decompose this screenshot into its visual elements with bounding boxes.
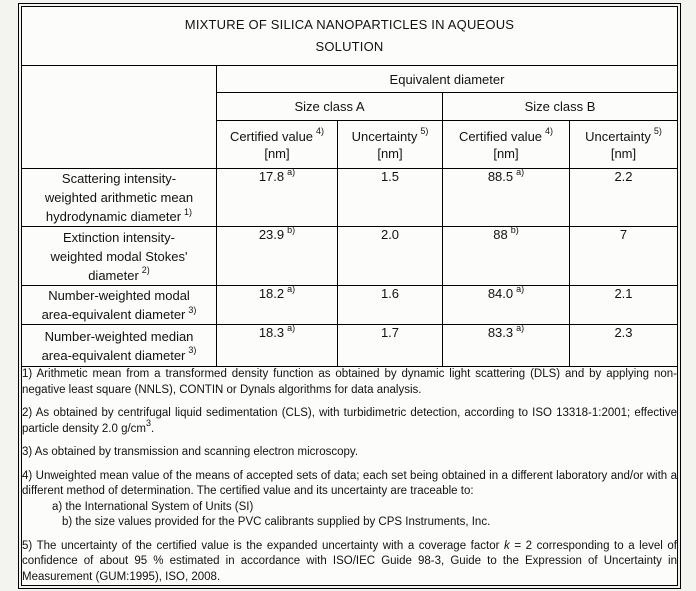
uncertainty-label: Uncertainty [351,128,418,144]
certified-value-b-cell: 83.3 $^{a)}$ [443,325,570,367]
note-ref-a: a) [516,283,525,294]
header-size-class-b: Size class B [443,93,678,121]
header-uncertainty-b [570,121,678,169]
footnote-ref-2: 2) [141,265,150,276]
certified-value-a-cell: 18.2 $^{a)}$ [217,286,338,325]
uncertainty-b-cell: 2.2 [570,169,678,227]
row-label: Scattering intensity- weighted arithmetic mean hydrodynamic diameter $^{1)}$ [22,169,217,227]
uncertainty-a-cell: 1.6 [338,286,443,325]
unit-label: [nm] [493,145,519,161]
certified-value-b-cell: 88 $^{b)}$ [443,227,570,286]
note-ref-a: a) [287,322,296,333]
certified-value-a-cell: 17.8 $^{a)}$ [217,169,338,227]
unit-label: [nm] [610,145,637,161]
certified-value-b-cell: 84.0 $^{a)}$ [443,286,570,325]
footnote-4b: b) the size values provided for the PVC calibrants supplied by CPS Instruments, Inc. [62,516,491,528]
page-title-line-2: SOLUTION [315,39,384,54]
corner-empty-cell [22,66,217,169]
table-row-stokes-diameter [22,227,678,286]
footnote-ref-1: 1) [184,206,193,217]
header-uncertainty-a [338,121,443,169]
footnote-5: 5) The uncertainty of the certified value is the expanded uncertainty with a coverage factor k = 2 corresponding to a level of confidence of about 95 % estimated in accordance with ISO/IEC Guide 98-3, Guide to the Expression of Uncertainty in Measurement (GUM:1995), ISO, 2008. [22,539,677,583]
note-ref-a: a) [516,322,525,333]
footnote-ref-3: 3) [188,304,197,315]
certificate-table-frame [18,3,681,589]
note-ref-a: a) [287,283,296,294]
uncertainty-label: Uncertainty [585,128,651,144]
footnote-2: 2) As obtained by centrifugal liquid sedimentation (CLS), with turbidimetric detection, according to ISO 13318-1:2001; effective particle density 2.0 $g/cm^3$. [22,407,677,435]
header-size-class-a: Size class A [217,93,443,121]
footnote-ref-5: 5) [653,126,662,137]
uncertainty-a-cell: 2.0 [338,227,443,286]
uncertainty-a-cell: 1.5 [338,169,443,227]
table-row-modal-area-diameter [22,286,678,325]
footnotes-row [22,367,678,586]
uncertainty-a-cell: 1.7 [338,325,443,367]
uncertainty-b-cell: 2.1 [570,286,678,325]
certified-value-label: Certified value [229,128,314,144]
footnote-ref-5: 5) [420,126,429,137]
row-label: Extinction intensity- weighted modal Stokes' diameter $^{2)}$ [22,227,217,286]
certified-value-b-cell: 88.5 $^{a)}$ [443,169,570,227]
certified-value-a-cell: 18.3 $^{a)}$ [217,325,338,367]
row-label: Number-weighted median area-equivalent diameter $^{3)}$ [22,325,217,367]
footnote-1: 1) Arithmetic mean from a transformed density function as obtained by dynamic light scattering (DLS) and by applying non-negative least square (NNLS), CONTIN or Dynals algorithms for data analysis. [22,368,677,396]
footnote-ref-4: 4) [316,126,325,137]
note-ref-a: a) [516,166,525,177]
unit-label: [nm] [377,145,403,161]
certified-values-table [21,6,678,586]
page-title-line-1: MIXTURE OF SILICA NANOPARTICLES IN AQUEOUS [184,17,515,32]
certified-value-a-cell: 23.9 $^{b)}$ [217,227,338,286]
table-row-hydrodynamic-diameter [22,169,678,227]
table-row-median-area-diameter [22,325,678,367]
uncertainty-b-cell: 2.3 [570,325,678,367]
page-title [22,7,678,66]
footnote-4: 4) Unweighted mean value of the means of accepted sets of data; each set being obtained in a different laboratory and/or with a different method of determination. The certified value and its uncertainty are traceable to: [22,469,677,497]
header-group-row [22,66,678,93]
header-certified-value-a [217,121,338,169]
header-certified-value-b [443,121,570,169]
note-ref-a: a) [287,166,296,177]
certified-value-label: Certified value [458,128,543,144]
unit-label: [nm] [264,145,290,161]
footnote-4a: a) the International System of Units (SI) [52,500,254,513]
coverage-factor-k: k [504,539,510,552]
footnote-ref-4: 4) [545,126,554,137]
footnote-ref-3: 3) [188,345,197,356]
note-ref-b: b) [510,224,519,235]
footnote-3: 3) As obtained by transmission and scanning electron microscopy. [22,446,359,458]
note-ref-b: b) [287,224,296,235]
title-row [22,7,678,66]
uncertainty-b-cell: 7 [570,227,678,286]
row-label: Number-weighted modal area-equivalent diameter $^{3)}$ [22,286,217,325]
footnotes-section [22,367,678,586]
header-equivalent-diameter: Equivalent diameter [217,66,678,93]
superscript-3: 3 [146,417,152,428]
